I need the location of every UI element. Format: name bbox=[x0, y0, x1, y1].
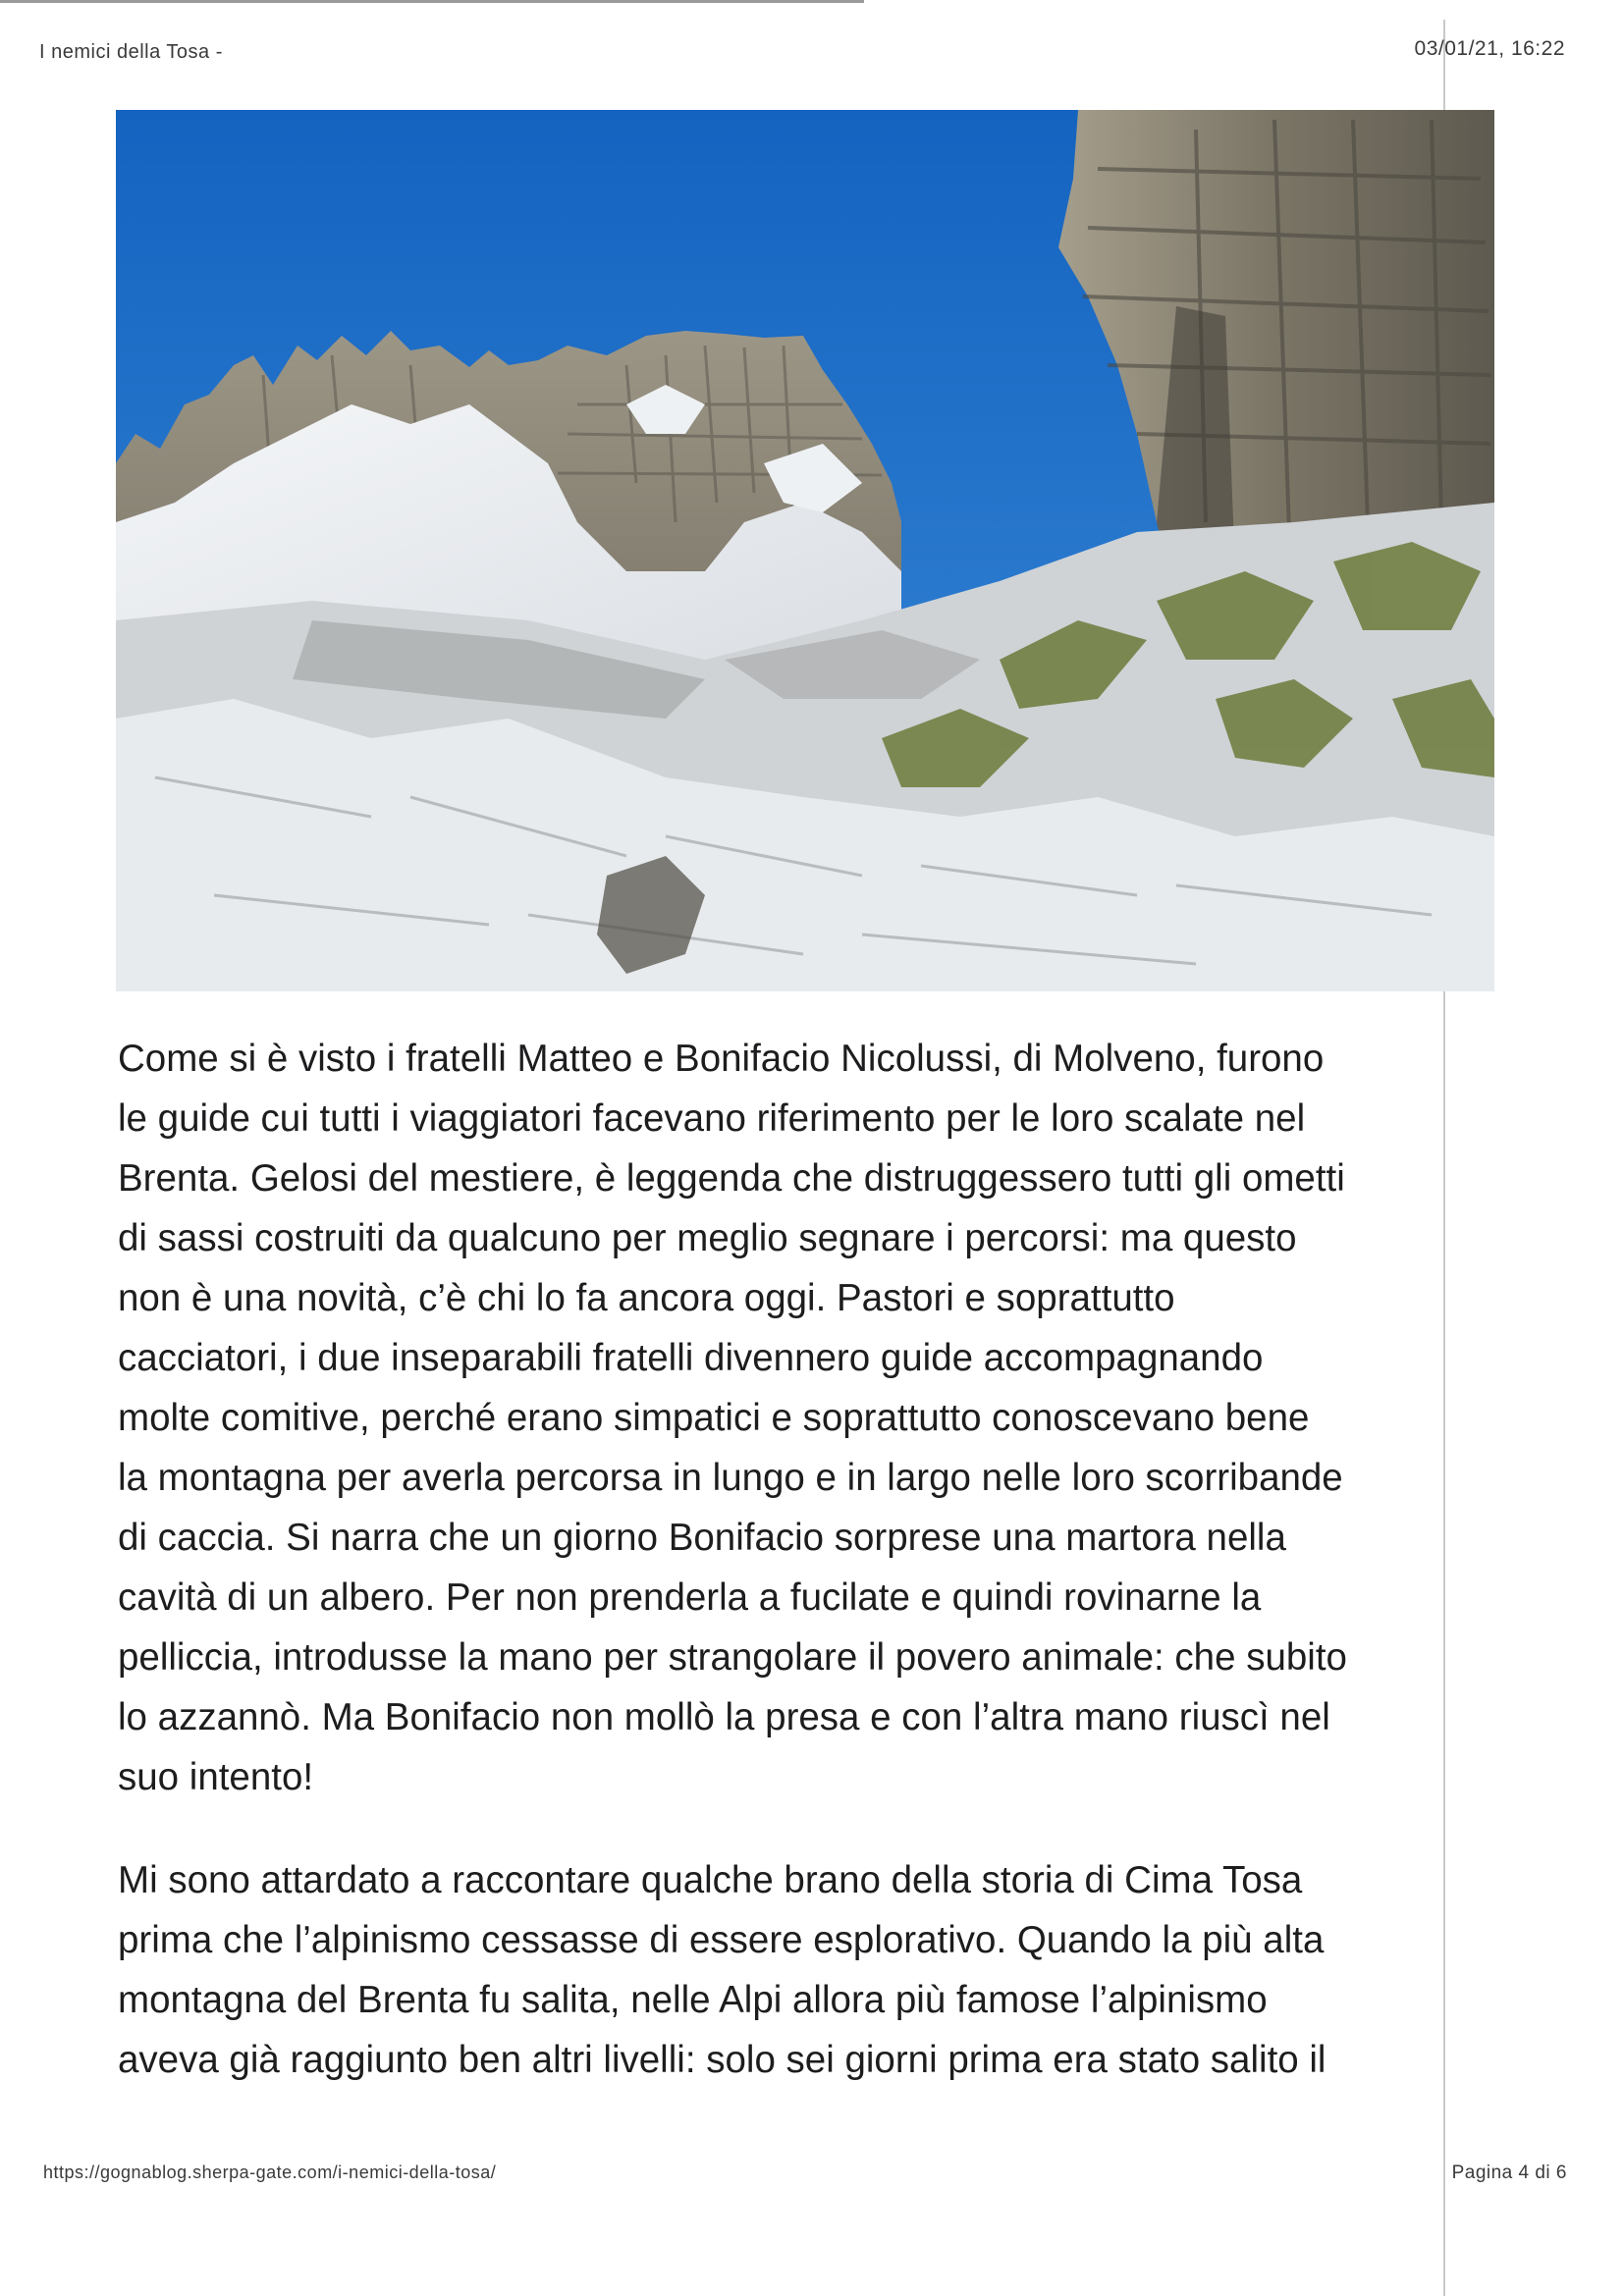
paragraph-line: non è una novità, c’è chi lo fa ancora oggi. Pastori e soprattutto bbox=[118, 1277, 1175, 1319]
scan-top-rule bbox=[0, 0, 864, 3]
paragraph-line: le guide cui tutti i viaggiatori facevano riferimento per le loro scalate nel bbox=[118, 1097, 1306, 1140]
paragraph-line: Come si è visto i fratelli Matteo e Bonifacio Nicolussi, di Molveno, furono bbox=[118, 1038, 1325, 1080]
paragraph-line: Mi sono attardato a raccontare qualche brano della storia di Cima Tosa bbox=[118, 1859, 1303, 1901]
page-footer-page-number: Pagina 4 di 6 bbox=[1451, 2163, 1567, 2183]
paragraph-line: aveva già raggiunto ben altri livelli: solo sei giorni prima era stato salito il bbox=[118, 2039, 1326, 2081]
paragraph-line: Brenta. Gelosi del mestiere, è leggenda che distruggessero tutti gli ometti bbox=[118, 1157, 1345, 1200]
paragraph-line: suo intento! bbox=[118, 1756, 314, 1798]
paragraph-line: cacciatori, i due inseparabili fratelli divennero guide accompagnando bbox=[118, 1337, 1264, 1379]
page-header-datetime: 03/01/21, 16:22 bbox=[1414, 37, 1565, 60]
paragraph-line: di caccia. Si narra che un giorno Bonifacio sorprese una martora nella bbox=[118, 1517, 1286, 1559]
article-paragraph-1 bbox=[118, 1029, 1492, 1807]
paragraph-line: pelliccia, introdusse la mano per strangolare il povero animale: che subito bbox=[118, 1636, 1347, 1679]
mountain-photo-illustration bbox=[116, 110, 1494, 991]
paragraph-line: di sassi costruiti da qualcuno per meglio segnare i percorsi: ma questo bbox=[118, 1217, 1297, 1259]
article-paragraph-2 bbox=[118, 1850, 1492, 2090]
mountain-photo bbox=[116, 110, 1494, 991]
paragraph-line: montagna del Brenta fu salita, nelle Alpi allora più famose l’alpinismo bbox=[118, 1979, 1268, 2021]
paragraph-line: la montagna per averla percorsa in lungo e in largo nelle loro scorribande bbox=[118, 1457, 1343, 1499]
paragraph-line: lo azzannò. Ma Bonifacio non mollò la presa e con l’altra mano riuscì nel bbox=[118, 1696, 1330, 1738]
article-body bbox=[118, 1029, 1492, 2133]
page-footer-url: https://gognablog.sherpa-gate.com/i-nemici-della-tosa/ bbox=[43, 2163, 497, 2182]
paragraph-line: cavità di un albero. Per non prenderla a fucilate e quindi rovinarne la bbox=[118, 1576, 1262, 1619]
paragraph-line: molte comitive, perché erano simpatici e soprattutto conoscevano bene bbox=[118, 1397, 1310, 1439]
page-header-title: I nemici della Tosa - bbox=[39, 41, 223, 63]
paragraph-line: prima che l’alpinismo cessasse di essere esplorativo. Quando la più alta bbox=[118, 1919, 1325, 1961]
